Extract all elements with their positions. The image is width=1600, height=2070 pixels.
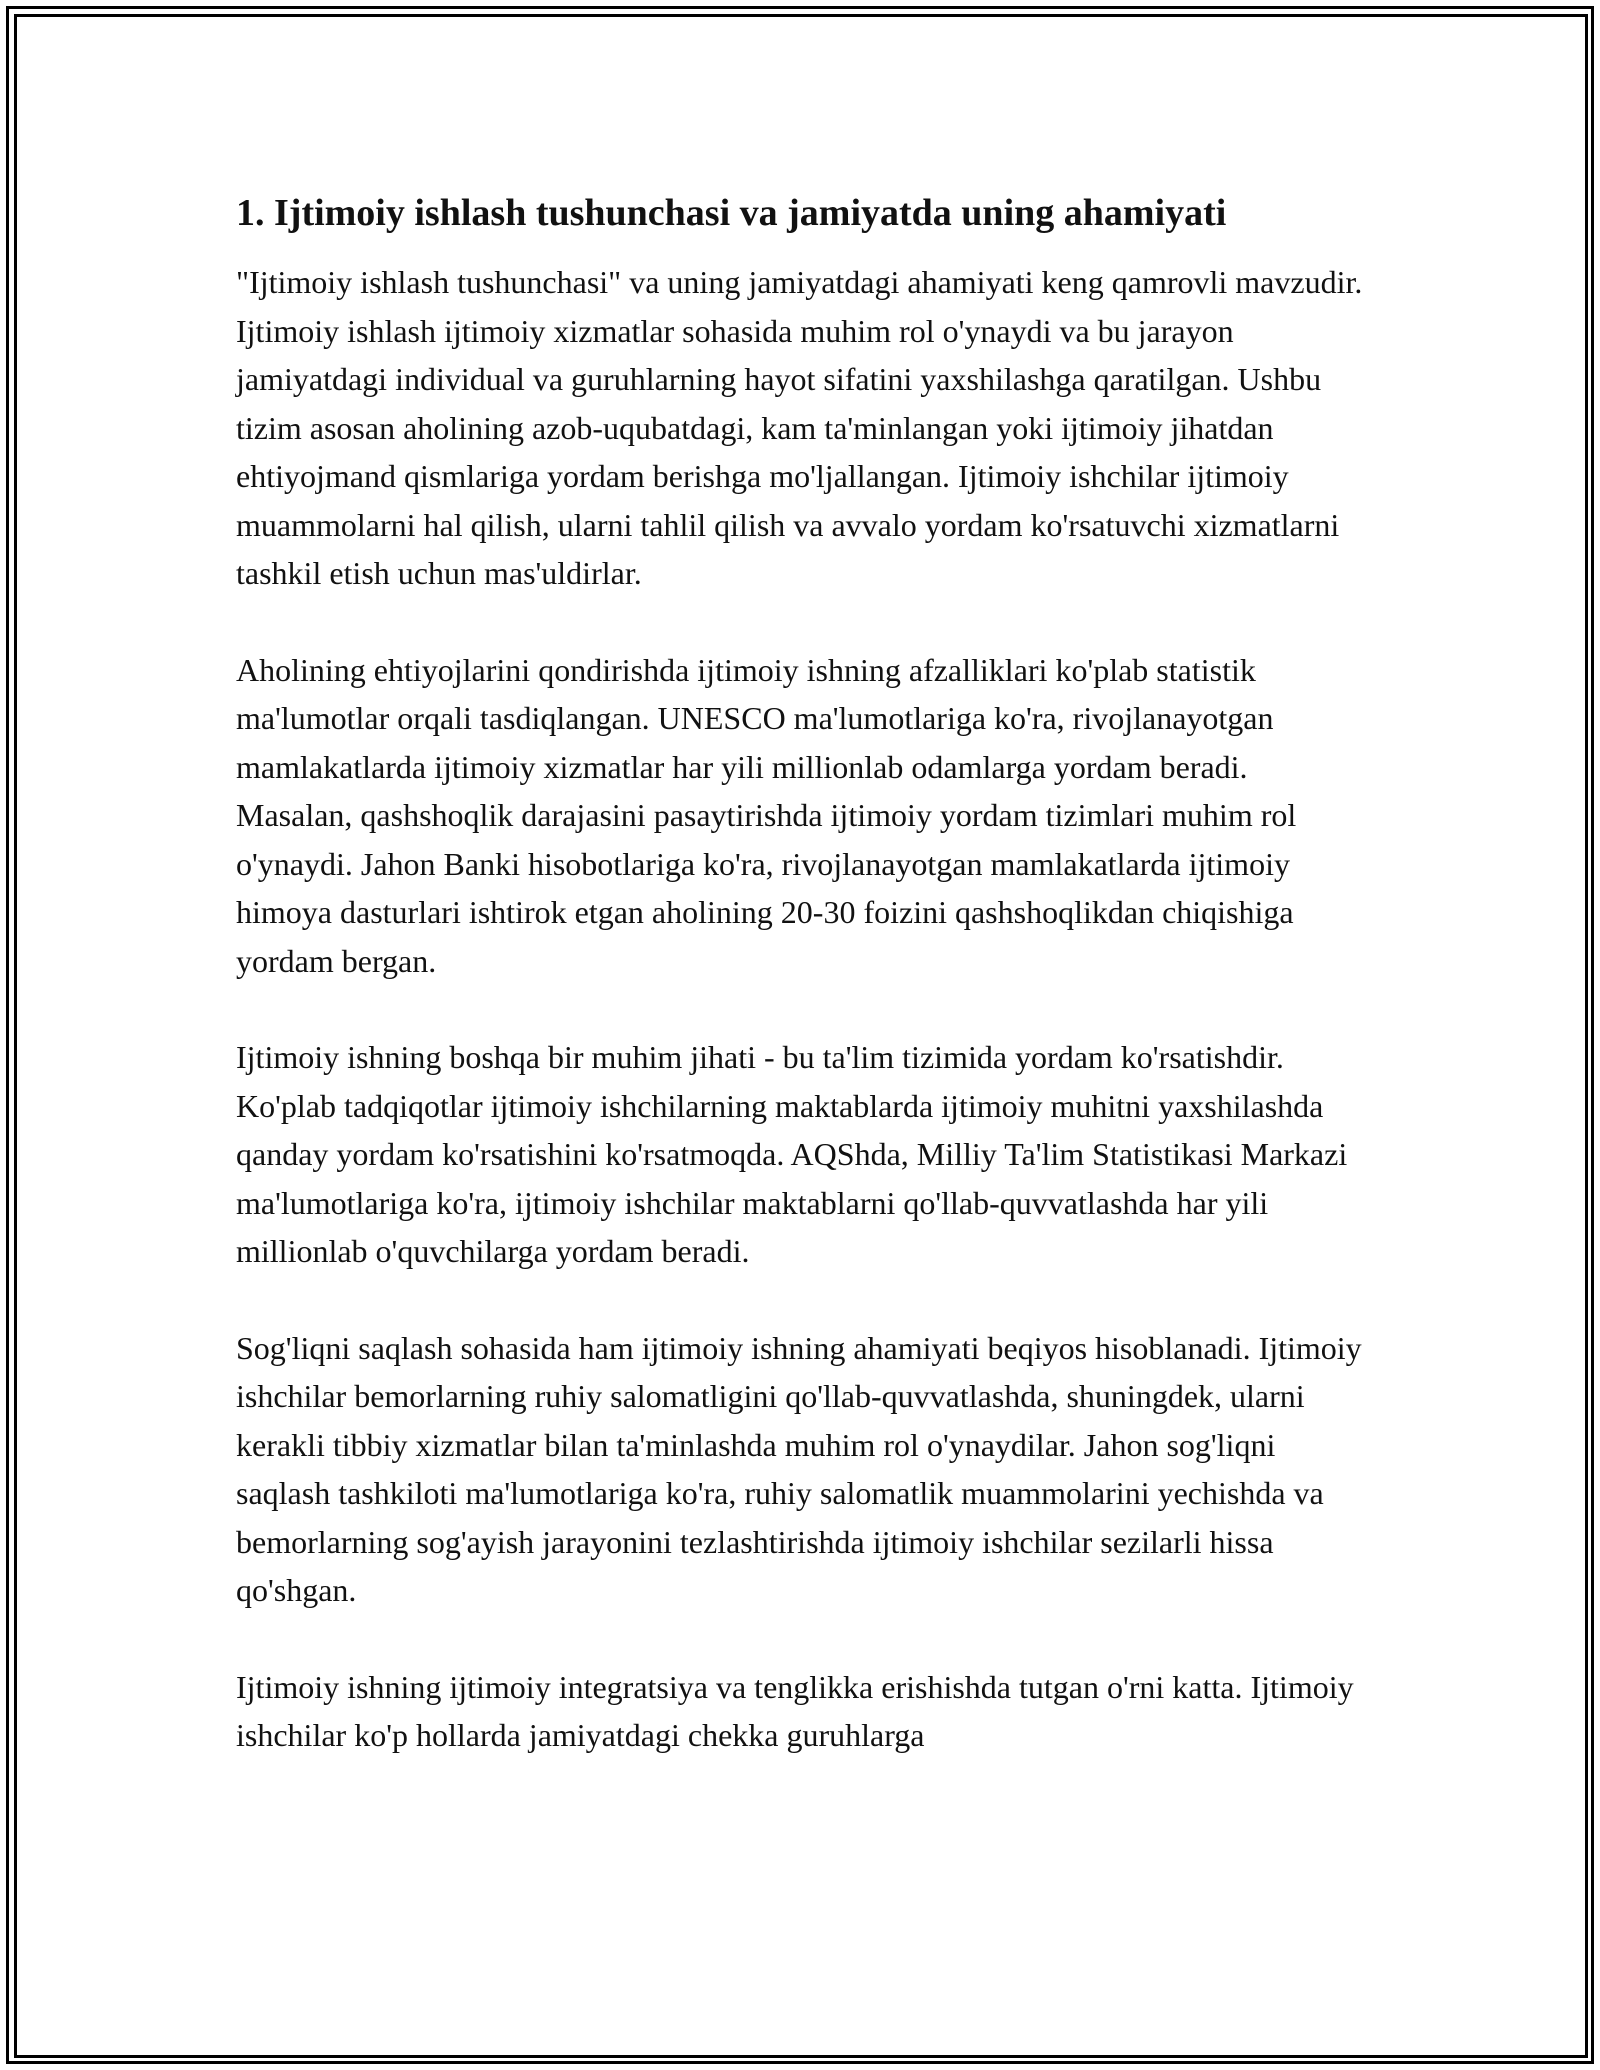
paragraph-4: Sog'liqni saqlash sohasida ham ijtimoiy ishning ahamiyati beqiyos hisoblanadi. Ijtimoiy ishchilar bemorlarning ruhiy salomatligini qo'llab-quvvatlashda, shuningdek, ularni kerakli tibbiy xizmatlar bilan ta'minlashda muhim rol o'ynaydilar. Jahon sog'liqni saqlash tashkiloti ma'lumotlariga ko'ra, ruhiy salomatlik muammolarini yechishda va bemorlarning sog'ayish jarayonini tezlashtirishda ijtimoiy ishchilar sezilarli hissa qo'shgan. xyxy=(236,1329,1362,1608)
paragraph-2: Aholining ehtiyojlarini qondirishda ijtimoiy ishning afzalliklari ko'plab statistik ma'lumotlar orqali tasdiqlangan. UNESCO ma'lumotlariga ko'ra, rivojlanayotgan mamlakatlarda ijtimoiy xizmatlar har yili millionlab odamlarga yordam beradi. Masalan, qashshoqlik darajasini pasaytirishda ijtimoiy yordam tizimlari muhim rol o'ynaydi. Jahon Banki hisobotlariga ko'ra, rivojlanayotgan mamlakatlarda ijtimoiy himoya dasturlari ishtirok etgan aholining 20-30 foizini qashshoqlikdan chiqishiga yordam bergan. xyxy=(236,651,1297,979)
paragraph-1: "Ijtimoiy ishlash tushunchasi" va uning jamiyatdagi ahamiyati keng qamrovli mavzudir. Ijtimoiy ishlash ijtimoiy xizmatlar sohasida muhim rol o'ynaydi va bu jarayon jamiyatdagi individual va guruhlarning hayot sifatini yaxshilashga qaratilgan. Ushbu tizim asosan aholining azob-uqubatdagi, kam ta'minlangan yoki ijtimoiy jihatdan ehtiyojmand qismlariga yordam berishga mo'ljallangan. Ijtimoiy ishchilar ijtimoiy muammolarni hal qilish, ularni tahlil qilish va avvalo yordam ko'rsatuvchi xizmatlarni tashkil etish uchun mas'uldirlar. xyxy=(236,264,1363,591)
document-body xyxy=(236,188,1366,1808)
paragraph-3: Ijtimoiy ishning boshqa bir muhim jihati - bu ta'lim tizimida yordam ko'rsatishdir. Ko'plab tadqiqotlar ijtimoiy ishchilarning maktablarda ijtimoiy muhitni yaxshilashda qanday yordam ko'rsatishini ko'rsatmoqda. AQShda, Milliy Ta'lim Statistikasi Markazi ma'lumotlariga ko'ra, ijtimoiy ishchilar maktablarni qo'llab-quvvatlashda har yili millionlab o'quvchilarga yordam beradi. xyxy=(236,1039,1348,1269)
paragraph-5: Ijtimoiy ishning ijtimoiy integratsiya va tenglikka erishishda tutgan o'rni katta. Ijtimoiy ishchilar ko'p hollarda jamiyatdagi chekka guruhlarga xyxy=(236,1668,1354,1753)
section-heading: 1. Ijtimoiy ishlash tushunchasi va jamiyatda uning ahamiyati xyxy=(236,192,1227,234)
